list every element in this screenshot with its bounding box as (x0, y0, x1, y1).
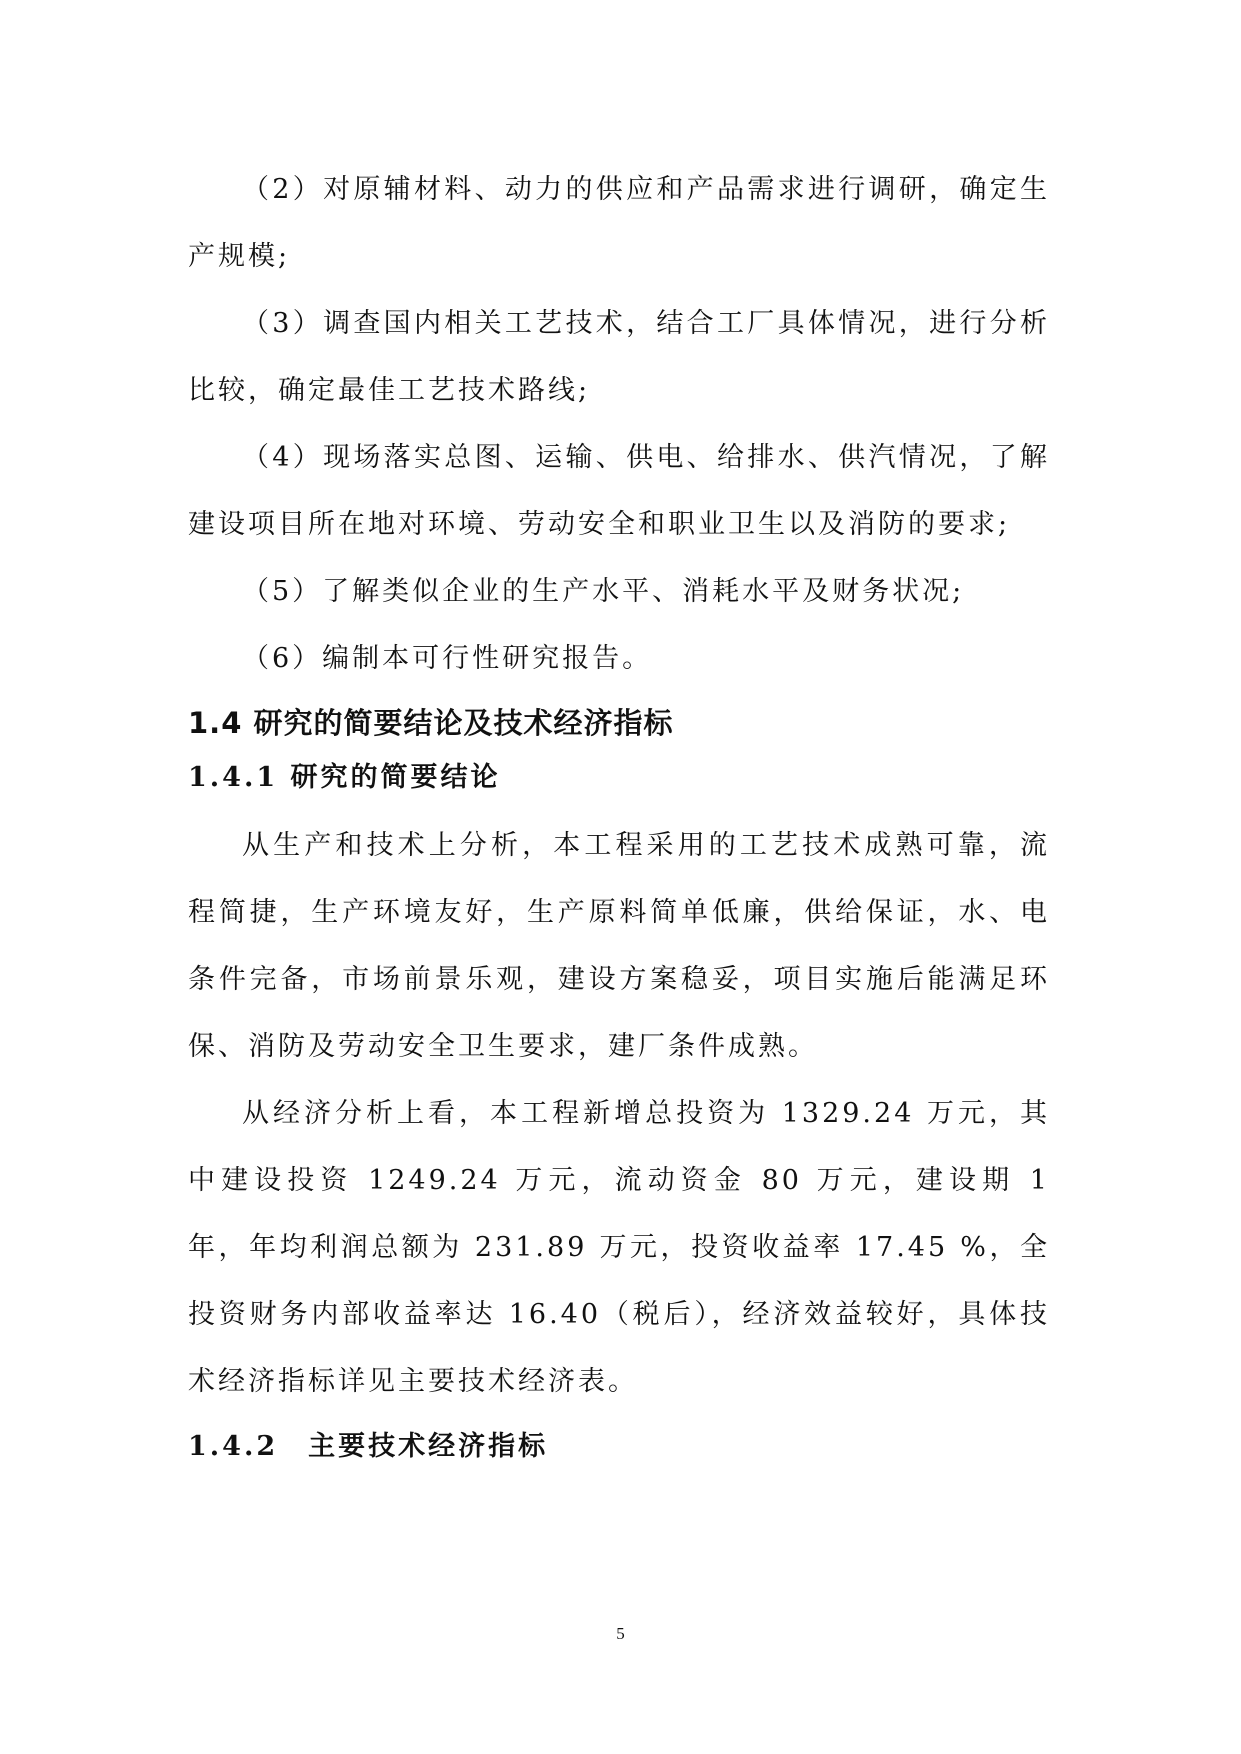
list-item-3: （3）调查国内相关工艺技术，结合工厂具体情况，进行分析比较，确定最佳工艺技术路线; (188, 308, 1050, 406)
conclusion-paragraph-2: 从经济分析上看，本工程新增总投资为 1329.24 万元，其中建设投资 1249.24 万元，流动资金 80 万元，建设期 1 年，年均利润总额为 231.89 万元，投资收益率 17.45 %，全投资财务内部收益率达 16.40（税后），经济效益较好，具体技术经济指标详见主要技术经济表。 (188, 1098, 1050, 1397)
list-item-2: （2）对原辅材料、动力的供应和产品需求进行调研，确定生产规模; (188, 174, 1050, 272)
list-item-6: （6）编制本可行性研究报告。 (242, 643, 653, 674)
page-number: 5 (616, 1624, 625, 1643)
conclusion-paragraph-1: 从生产和技术上分析，本工程采用的工艺技术成熟可靠，流程简捷，生产环境友好，生产原料简单低廉，供给保证，水、电条件完备，市场前景乐观，建设方案稳妥，项目实施后能满足环保、消防及劳动安全卫生要求，建厂条件成熟。 (188, 830, 1050, 1062)
subsection-heading-1: 1.4.1 研究的简要结论 (188, 762, 501, 793)
page-content (188, 156, 1050, 1481)
subsection-heading-2: 1.4.2 主要技术经济指标 (188, 1431, 549, 1462)
section-heading: 1.4 研究的简要结论及技术经济指标 (188, 706, 674, 740)
list-item-4: （4）现场落实总图、运输、供电、给排水、供汽情况，了解建设项目所在地对环境、劳动安全和职业卫生以及消防的要求; (188, 442, 1050, 540)
list-item-5: （5）了解类似企业的生产水平、消耗水平及财务状况; (242, 576, 965, 607)
